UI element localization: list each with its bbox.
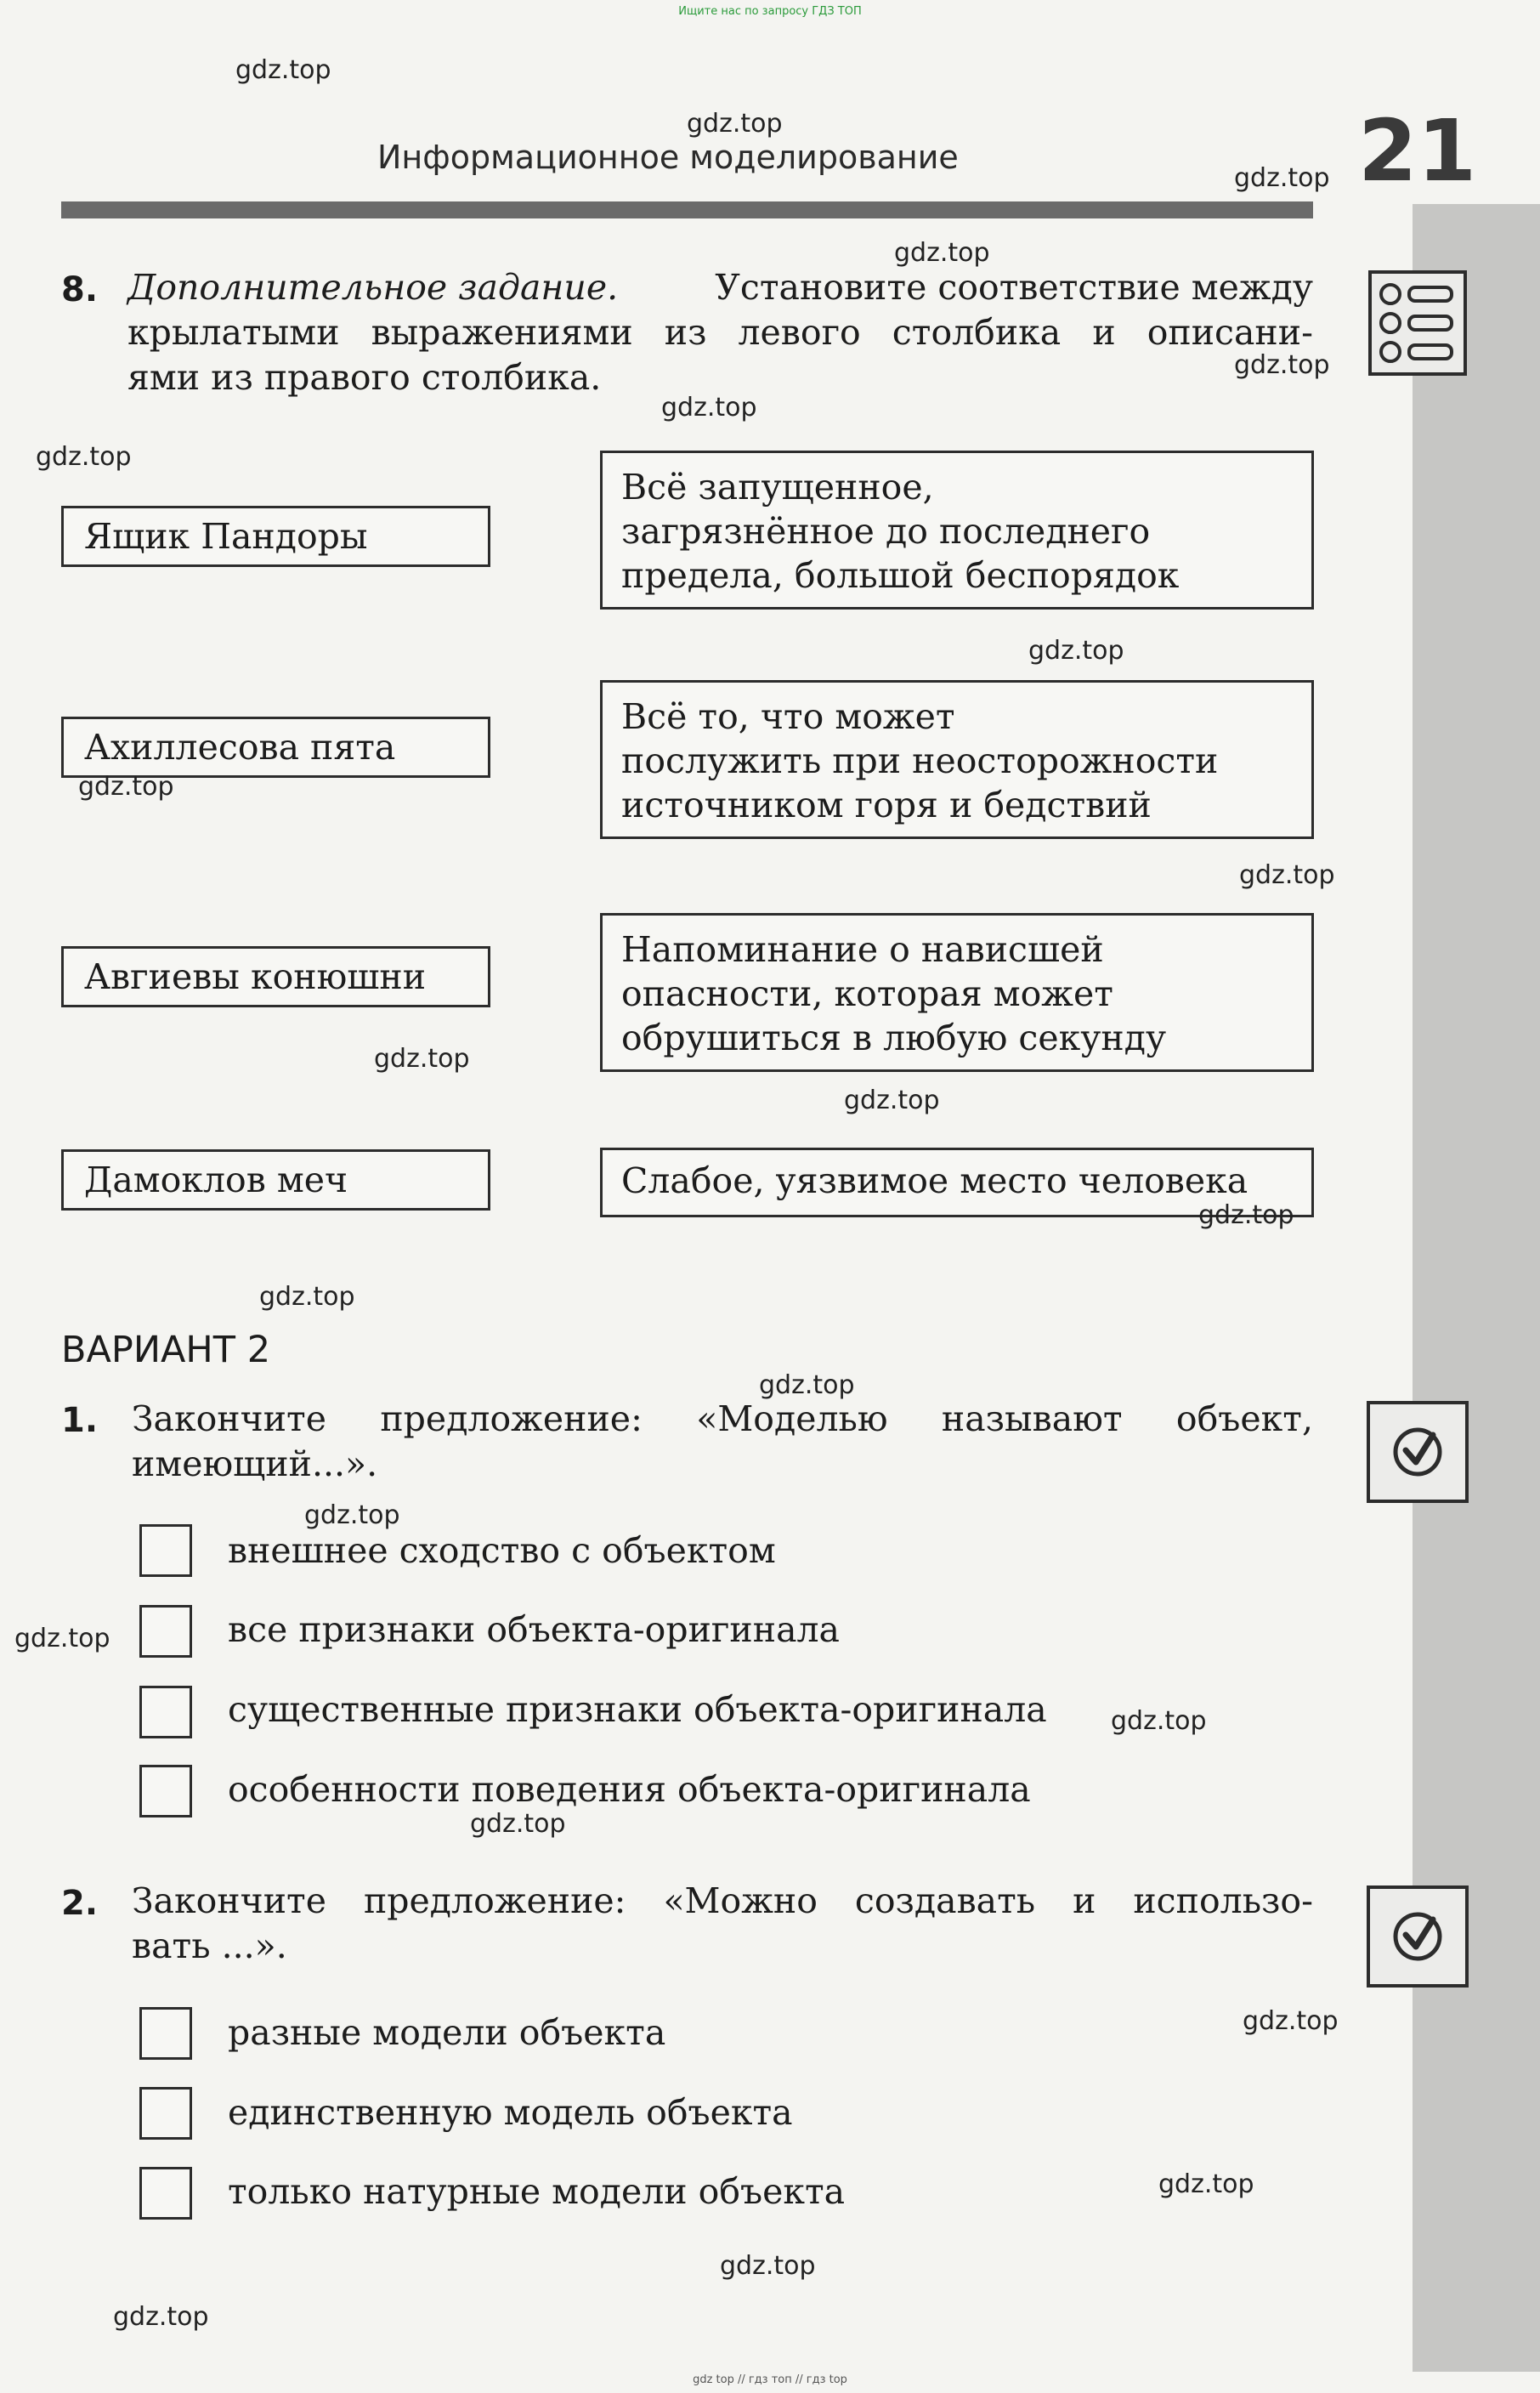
- q1-option-4-checkbox[interactable]: [139, 1765, 192, 1817]
- left-item-1-label: Ящик Пандоры: [84, 516, 368, 557]
- q2-number: 2.: [61, 1884, 99, 1923]
- page-title: Информационное моделирование: [377, 139, 959, 176]
- header-rule: [61, 201, 1313, 218]
- q1-line-1-wrap: [132, 1397, 1313, 1442]
- watermark: gdz.top: [661, 393, 757, 422]
- left-item-3-label: Авгиевы конюшни: [84, 956, 427, 997]
- q2-option-3-label: только натурные модели объекта: [228, 2171, 846, 2212]
- task-8-text: [127, 265, 1313, 310]
- right-item-2-line: послужить при неосторожности: [621, 740, 1219, 781]
- watermark: gdz.top: [1111, 1706, 1207, 1736]
- watermark: gdz.top: [844, 1086, 940, 1115]
- right-item-4-line: Слабое, уязвимое место человека: [621, 1160, 1248, 1201]
- top-note: Ищите нас по запросу ГДЗ ТОП: [678, 5, 862, 18]
- watermark: gdz.top: [687, 109, 783, 139]
- footer-note: gdz top // гдз топ // гдз top: [693, 2373, 847, 2386]
- q2-line-1: Закончите предложение: «Можно создавать и использо-: [132, 1880, 1313, 1921]
- variant-title: ВАРИАНТ 2: [61, 1329, 271, 1371]
- right-item-3[interactable]: [600, 913, 1314, 1072]
- q1-line-1: Закончите предложение: «Моделью называют объект,: [132, 1398, 1313, 1439]
- right-item-3-line: опасности, которая может: [621, 973, 1113, 1014]
- task-8-line-3: ями из правого столбика.: [127, 357, 602, 398]
- watermark: gdz.top: [720, 2251, 816, 2281]
- task-8-number: 8.: [61, 270, 99, 309]
- q1-option-3-checkbox[interactable]: [139, 1686, 192, 1738]
- watermark: gdz.top: [78, 772, 174, 802]
- watermark: gdz.top: [304, 1500, 400, 1530]
- watermark: gdz.top: [14, 1624, 110, 1653]
- match-icon: [1368, 270, 1467, 376]
- right-margin-strip: [1413, 204, 1540, 2372]
- watermark: gdz.top: [374, 1044, 470, 1074]
- q2-option-2-label: единственную модель объекта: [228, 2092, 793, 2133]
- task-8-line-2-wrap: [127, 310, 1313, 355]
- task-8-line-1: Установите соответствие между: [715, 267, 1313, 308]
- right-item-1-line: Всё запущенное,: [621, 467, 934, 508]
- watermark: gdz.top: [113, 2302, 209, 2332]
- right-item-3-line: обрушиться в любую секунду: [621, 1018, 1167, 1058]
- check-icon: [1367, 1401, 1469, 1503]
- watermark: gdz.top: [1158, 2169, 1254, 2199]
- q1-line-2: имеющий...».: [132, 1443, 378, 1484]
- watermark: gdz.top: [1234, 163, 1330, 193]
- left-item-4-label: Дамоклов меч: [84, 1160, 348, 1200]
- left-item-2[interactable]: [61, 717, 490, 778]
- right-item-2-line: источником горя и бедствий: [621, 785, 1152, 825]
- watermark: gdz.top: [235, 55, 331, 85]
- right-item-1[interactable]: [600, 451, 1314, 610]
- watermark: gdz.top: [1028, 636, 1124, 666]
- watermark: gdz.top: [1239, 860, 1335, 890]
- q1-option-1-checkbox[interactable]: [139, 1524, 192, 1577]
- watermark: gdz.top: [259, 1282, 355, 1312]
- q1-option-2-checkbox[interactable]: [139, 1605, 192, 1658]
- q1-option-3-label: существенные признаки объекта-оригинала: [228, 1689, 1047, 1730]
- q2-line-1-wrap: [132, 1879, 1313, 1924]
- right-item-1-line: загрязнённое до последнего: [621, 511, 1151, 552]
- right-item-2-line: Всё то, что может: [621, 696, 955, 737]
- left-item-1[interactable]: [61, 506, 490, 567]
- q1-option-2-label: все признаки объекта-оригинала: [228, 1609, 841, 1650]
- task-8-lead: Дополнительное задание.: [127, 267, 619, 308]
- q1-number: 1.: [61, 1401, 99, 1440]
- page-number: 21: [1358, 101, 1477, 201]
- watermark: gdz.top: [1234, 350, 1330, 380]
- watermark: gdz.top: [36, 442, 132, 472]
- watermark: gdz.top: [759, 1370, 855, 1400]
- q2-option-3-checkbox[interactable]: [139, 2167, 192, 2220]
- watermark: gdz.top: [470, 1809, 566, 1839]
- watermark: gdz.top: [894, 238, 990, 268]
- check-icon: [1367, 1885, 1469, 1988]
- q2-option-1-label: разные модели объекта: [228, 2012, 666, 2053]
- watermark: gdz.top: [1198, 1200, 1294, 1230]
- q1-option-4-label: особенности поведения объекта-оригинала: [228, 1769, 1031, 1810]
- left-item-3[interactable]: [61, 946, 490, 1007]
- task-8-line-2: крылатыми выражениями из левого столбика и описани-: [127, 312, 1313, 353]
- q2-line-2: вать ...».: [132, 1925, 287, 1966]
- right-item-2[interactable]: [600, 680, 1314, 839]
- q1-option-1-label: внешнее сходство с объектом: [228, 1530, 776, 1571]
- q2-option-2-checkbox[interactable]: [139, 2087, 192, 2140]
- q2-option-1-checkbox[interactable]: [139, 2007, 192, 2060]
- watermark: gdz.top: [1243, 2006, 1339, 2036]
- right-item-3-line: Напоминание о нависшей: [621, 929, 1104, 970]
- left-item-4[interactable]: [61, 1149, 490, 1211]
- right-item-1-line: предела, большой беспорядок: [621, 555, 1180, 596]
- left-item-2-label: Ахиллесова пята: [84, 727, 396, 768]
